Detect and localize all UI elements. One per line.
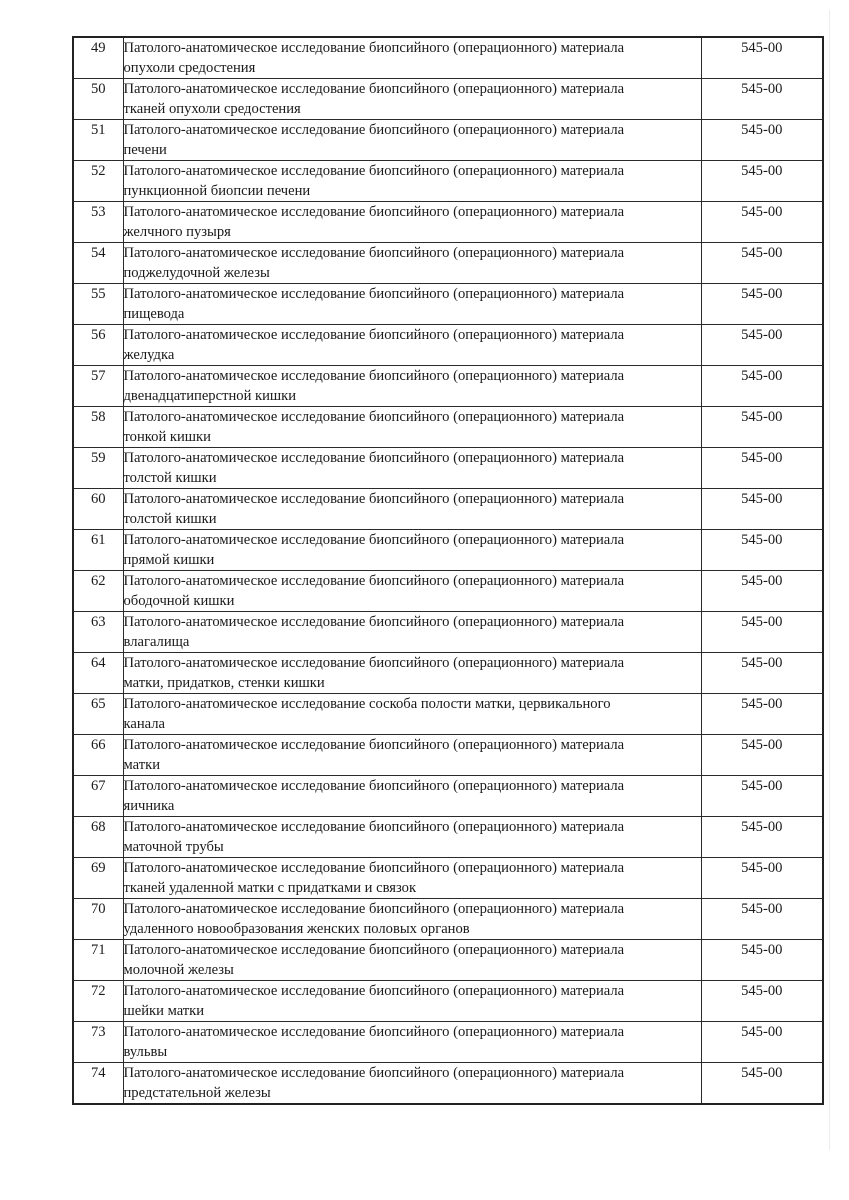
service-name-line-2: желудка	[123, 346, 175, 363]
service-price: 545-00	[701, 653, 823, 694]
service-name	[123, 448, 701, 489]
row-number: 54	[73, 243, 123, 284]
row-number: 52	[73, 161, 123, 202]
service-name	[123, 735, 701, 776]
service-name-line-1: Патолого-анатомическое исследование биопсийного (операционного) материала	[123, 1024, 625, 1040]
service-name-line-2: желчного пузыря	[123, 223, 231, 240]
service-name	[123, 161, 701, 202]
price-list-table	[72, 36, 824, 1105]
service-price: 545-00	[701, 1022, 823, 1063]
service-price: 545-00	[701, 612, 823, 653]
price-list-body	[73, 37, 823, 1104]
row-number: 72	[73, 981, 123, 1022]
service-price: 545-00	[701, 161, 823, 202]
page-edge	[829, 10, 830, 1150]
service-name-line-2: молочной железы	[123, 961, 234, 978]
service-price: 545-00	[701, 79, 823, 120]
service-name	[123, 325, 701, 366]
service-name-line-1: Патолого-анатомическое исследование биопсийного (операционного) материала	[123, 1065, 625, 1081]
table-row	[73, 735, 823, 776]
row-number: 60	[73, 489, 123, 530]
service-name	[123, 79, 701, 120]
table-row	[73, 899, 823, 940]
service-name-line-1: Патолого-анатомическое исследование биопсийного (операционного) материала	[123, 819, 625, 835]
row-number: 55	[73, 284, 123, 325]
row-number: 65	[73, 694, 123, 735]
service-name-line-1: Патолого-анатомическое исследование биопсийного (операционного) материала	[123, 614, 625, 630]
service-name-line-1: Патолого-анатомическое исследование биопсийного (операционного) материала	[123, 737, 625, 753]
service-price: 545-00	[701, 202, 823, 243]
table-row	[73, 858, 823, 899]
service-name-line-2: тканей опухоли средостения	[123, 100, 301, 117]
row-number: 59	[73, 448, 123, 489]
service-price: 545-00	[701, 1063, 823, 1105]
service-name-line-1: Патолого-анатомическое исследование биопсийного (операционного) материала	[123, 368, 625, 384]
service-name	[123, 37, 701, 79]
service-name-line-1: Патолого-анатомическое исследование биопсийного (операционного) материала	[123, 532, 625, 548]
service-name-line-1: Патолого-анатомическое исследование биопсийного (операционного) материала	[123, 409, 625, 425]
service-price: 545-00	[701, 366, 823, 407]
table-row	[73, 489, 823, 530]
service-price: 545-00	[701, 448, 823, 489]
row-number: 57	[73, 366, 123, 407]
service-name-line-2: прямой кишки	[123, 551, 215, 568]
row-number: 50	[73, 79, 123, 120]
table-row	[73, 653, 823, 694]
service-name-line-1: Патолого-анатомическое исследование биопсийного (операционного) материала	[123, 901, 625, 917]
service-name-line-2: матки	[123, 756, 161, 773]
service-name-line-1: Патолого-анатомическое исследование биопсийного (операционного) материала	[123, 40, 625, 56]
table-row	[73, 37, 823, 79]
table-row	[73, 448, 823, 489]
table-row	[73, 120, 823, 161]
row-number: 68	[73, 817, 123, 858]
service-name-line-2: тканей удаленной матки с придатками и связок	[123, 879, 417, 896]
service-price: 545-00	[701, 489, 823, 530]
table-row	[73, 940, 823, 981]
service-name	[123, 489, 701, 530]
service-name-line-2: удаленного новообразования женских половых органов	[123, 920, 470, 937]
service-name-line-1: Патолого-анатомическое исследование биопсийного (операционного) материала	[123, 204, 625, 220]
service-name	[123, 776, 701, 817]
service-name-line-2: яичника	[123, 797, 175, 814]
service-name-line-2: пищевода	[123, 305, 185, 322]
service-name-line-2: двенадцатиперстной кишки	[123, 387, 297, 404]
row-number: 49	[73, 37, 123, 79]
service-name-line-1: Патолого-анатомическое исследование биопсийного (операционного) материала	[123, 573, 625, 589]
row-number: 61	[73, 530, 123, 571]
service-name	[123, 899, 701, 940]
row-number: 73	[73, 1022, 123, 1063]
row-number: 58	[73, 407, 123, 448]
row-number: 53	[73, 202, 123, 243]
service-name	[123, 1063, 701, 1105]
service-name-line-2: влагалища	[123, 633, 190, 650]
service-name	[123, 530, 701, 571]
row-number: 56	[73, 325, 123, 366]
service-price: 545-00	[701, 571, 823, 612]
service-name-line-1: Патолого-анатомическое исследование биопсийного (операционного) материала	[123, 163, 625, 179]
service-name-line-2: опухоли средостения	[123, 59, 256, 76]
service-name-line-2: поджелудочной железы	[123, 264, 270, 281]
service-name	[123, 940, 701, 981]
service-price: 545-00	[701, 817, 823, 858]
service-name-line-1: Патолого-анатомическое исследование биопсийного (операционного) материала	[123, 327, 625, 343]
service-name-line-2: маточной трубы	[123, 838, 224, 855]
service-name	[123, 284, 701, 325]
row-number: 70	[73, 899, 123, 940]
service-name-line-2: предстательной железы	[123, 1084, 271, 1101]
table-row	[73, 79, 823, 120]
service-name	[123, 981, 701, 1022]
service-name-line-1: Патолого-анатомическое исследование биопсийного (операционного) материала	[123, 983, 625, 999]
table-row	[73, 407, 823, 448]
row-number: 74	[73, 1063, 123, 1105]
table-row	[73, 571, 823, 612]
service-name-line-2: матки, придатков, стенки кишки	[123, 674, 325, 691]
service-name-line-1: Патолого-анатомическое исследование биопсийного (операционного) материала	[123, 122, 625, 138]
service-name-line-1: Патолого-анатомическое исследование биопсийного (операционного) материала	[123, 491, 625, 507]
service-price: 545-00	[701, 776, 823, 817]
service-name	[123, 694, 701, 735]
service-price: 545-00	[701, 530, 823, 571]
service-name-line-2: ободочной кишки	[123, 592, 235, 609]
table-row	[73, 284, 823, 325]
row-number: 69	[73, 858, 123, 899]
table-row	[73, 776, 823, 817]
row-number: 64	[73, 653, 123, 694]
service-price: 545-00	[701, 284, 823, 325]
service-name	[123, 202, 701, 243]
service-name-line-2: печени	[123, 141, 167, 158]
service-price: 545-00	[701, 120, 823, 161]
table-row	[73, 817, 823, 858]
row-number: 71	[73, 940, 123, 981]
service-name-line-1: Патолого-анатомическое исследование биопсийного (операционного) материала	[123, 81, 625, 97]
service-name-line-2: тонкой кишки	[123, 428, 211, 445]
service-name-line-1: Патолого-анатомическое исследование биопсийного (операционного) материала	[123, 286, 625, 302]
service-price: 545-00	[701, 981, 823, 1022]
table-row	[73, 202, 823, 243]
table-row	[73, 161, 823, 202]
service-name-line-1: Патолого-анатомическое исследование соскоба полости матки, цервикального	[123, 696, 611, 712]
table-row	[73, 1063, 823, 1105]
service-name-line-2: вульвы	[123, 1043, 168, 1060]
table-row	[73, 981, 823, 1022]
service-name-line-2: пункционной биопсии печени	[123, 182, 311, 199]
service-name	[123, 407, 701, 448]
service-name-line-1: Патолого-анатомическое исследование биопсийного (операционного) материала	[123, 245, 625, 261]
row-number: 63	[73, 612, 123, 653]
table-row	[73, 325, 823, 366]
row-number: 67	[73, 776, 123, 817]
service-name-line-1: Патолого-анатомическое исследование биопсийного (операционного) материала	[123, 942, 625, 958]
service-name	[123, 612, 701, 653]
service-price: 545-00	[701, 37, 823, 79]
service-name	[123, 366, 701, 407]
service-name-line-1: Патолого-анатомическое исследование биопсийного (операционного) материала	[123, 450, 625, 466]
service-price: 545-00	[701, 735, 823, 776]
service-name-line-2: шейки матки	[123, 1002, 205, 1019]
service-price: 545-00	[701, 243, 823, 284]
service-name	[123, 858, 701, 899]
service-name-line-2: толстой кишки	[123, 469, 217, 486]
service-price: 545-00	[701, 694, 823, 735]
table-row	[73, 612, 823, 653]
service-name-line-1: Патолого-анатомическое исследование биопсийного (операционного) материала	[123, 778, 625, 794]
service-price: 545-00	[701, 899, 823, 940]
table-row	[73, 366, 823, 407]
service-name	[123, 817, 701, 858]
service-name-line-1: Патолого-анатомическое исследование биопсийного (операционного) материала	[123, 655, 625, 671]
row-number: 66	[73, 735, 123, 776]
service-name	[123, 653, 701, 694]
table-row	[73, 530, 823, 571]
service-price: 545-00	[701, 858, 823, 899]
service-name	[123, 243, 701, 284]
service-name-line-1: Патолого-анатомическое исследование биопсийного (операционного) материала	[123, 860, 625, 876]
table-row	[73, 694, 823, 735]
service-name	[123, 120, 701, 161]
service-price: 545-00	[701, 325, 823, 366]
service-name	[123, 571, 701, 612]
row-number: 62	[73, 571, 123, 612]
service-name-line-2: канала	[123, 715, 166, 732]
service-name-line-2: толстой кишки	[123, 510, 217, 527]
table-row	[73, 1022, 823, 1063]
service-name	[123, 1022, 701, 1063]
table-row	[73, 243, 823, 284]
service-price: 545-00	[701, 940, 823, 981]
row-number: 51	[73, 120, 123, 161]
service-price: 545-00	[701, 407, 823, 448]
